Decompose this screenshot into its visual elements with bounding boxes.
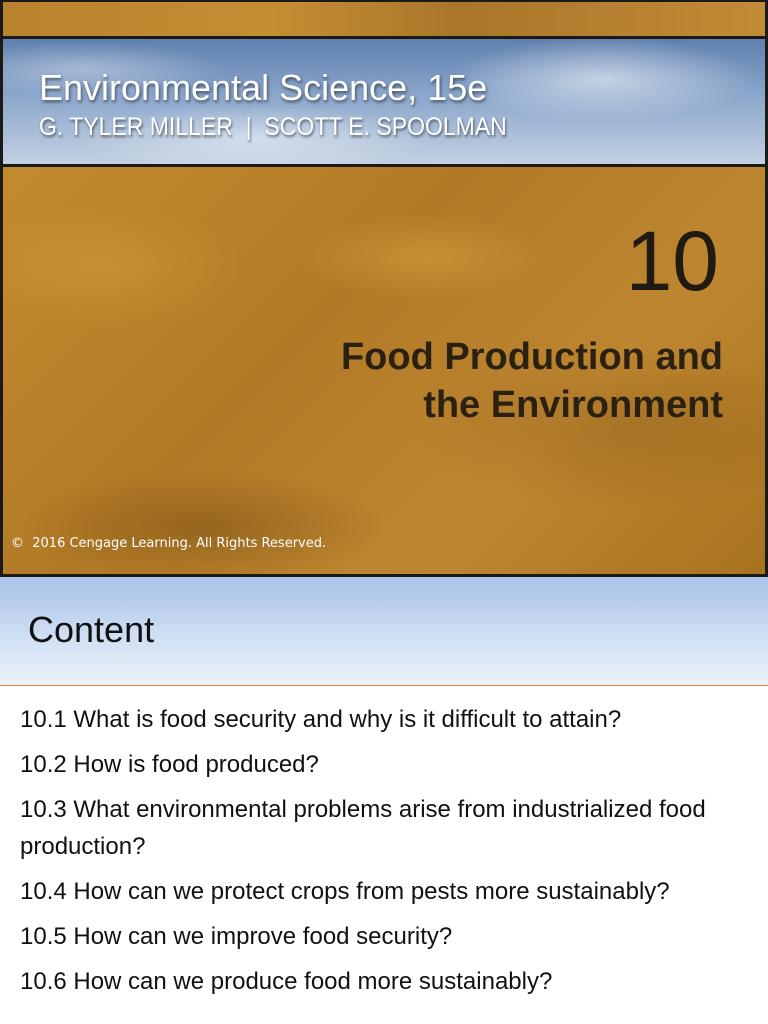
chapter-number: 10 — [625, 214, 719, 308]
contents-header — [0, 577, 768, 686]
chapter-title — [341, 333, 723, 429]
list-item: 10.3 What environmental problems arise from industrialized food production? — [20, 796, 706, 860]
list-item: 10.4 How can we protect crops from pests more sustainably? — [20, 878, 670, 905]
sky-banner — [3, 39, 765, 164]
book-title: Environmental Science, 15e — [39, 67, 488, 108]
list-item: 10.6 How can we produce food more sustainably? — [20, 968, 553, 995]
contents-list — [20, 701, 740, 1008]
chapter-title-line2: the Environment — [423, 384, 723, 426]
list-item: 10.2 How is food produced? — [20, 751, 319, 778]
copyright-notice: © 2016 Cengage Learning. All Rights Reserved. — [11, 536, 327, 551]
sand-background — [3, 167, 765, 574]
sand-strip-top — [3, 2, 765, 36]
list-item: 10.5 How can we improve food security? — [20, 923, 453, 950]
chapter-title-line1: Food Production and — [340, 336, 723, 378]
contents-heading: Content — [28, 609, 155, 650]
book-authors: G. TYLER MILLER | SCOTT E. SPOOLMAN — [39, 113, 507, 141]
list-item: 10.1 What is food security and why is it difficult to attain? — [20, 706, 622, 733]
contents-slide — [0, 577, 768, 1024]
